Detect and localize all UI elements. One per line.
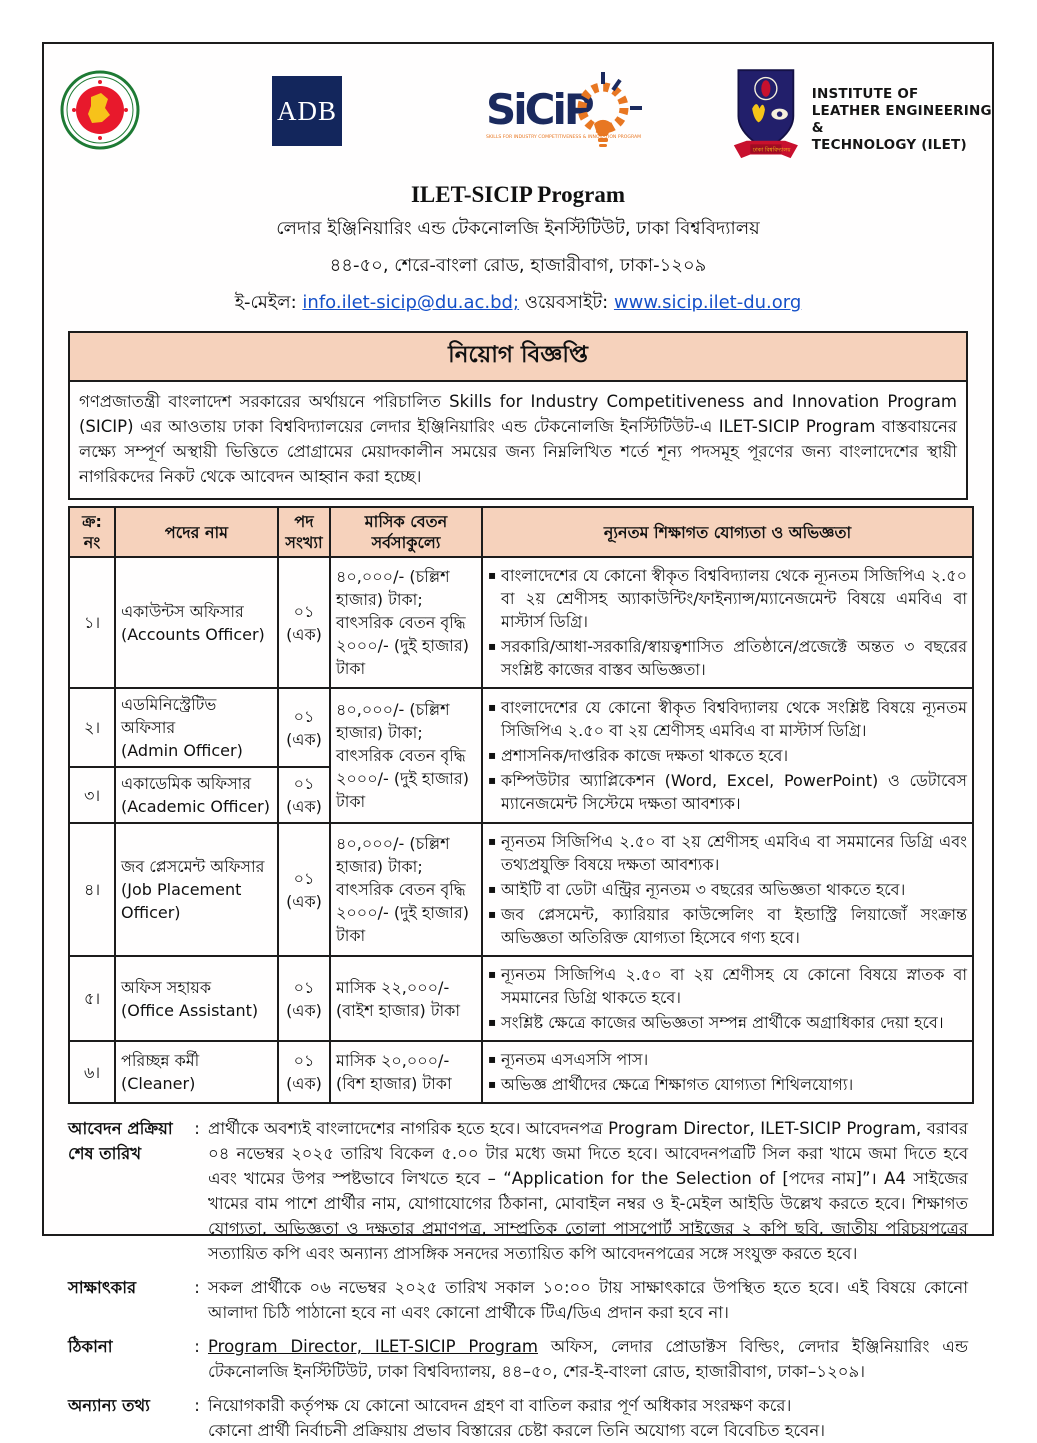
row-serial: ২। [69, 688, 115, 767]
section-body: সকল প্রার্থীকে ০৬ নভেম্বর ২০২৫ তারিখ সকাল ১০:০০ টায় সাক্ষাৎকারে উপস্থিত হতে হবে। এই বিষয়ে কোনো আলাদা চিঠি পাঠানো হবে না এবং কোনো প্রার্থীকে টিএ/ডিএ প্রদান করা হবে না। [208, 1278, 968, 1322]
colon-separator: : [194, 1396, 200, 1415]
email-link[interactable]: info.ilet-sicip@du.ac.bd; [302, 292, 520, 313]
section-other-info [68, 1393, 968, 1443]
post-count-cell: ০১ (এক) [278, 1041, 330, 1103]
post-name-bn: জব প্লেসমেন্ট অফিসার [121, 857, 265, 876]
col-header-qualification: ন্যূনতম শিক্ষাগত যোগ্যতা ও অভিজ্ঞতা [482, 507, 973, 557]
qualifications-cell [482, 956, 973, 1041]
sicip-logo-caption: SKILLS FOR INDUSTRY COMPETITIVENESS & INNOVATION PROGRAM [486, 135, 642, 140]
section-label [68, 1116, 186, 1266]
ilet-logo [732, 62, 992, 170]
section-body: প্রার্থীকে অবশ্যই বাংলাদেশের নাগরিক হতে হবে। আবেদনপত্র Program Director, ILET-SICIP Program, বরাবর ০৪ নভেম্বর ২০২৫ তারিখ বিকেল ৫.০০ টার মধ্যে জমা দিতে হবে। আবেদনপত্রটি সিল করা খামে জমা দিতে হবে এবং খামের উপর স্পষ্টভাবে লিখতে হবে – “Application for the Selection of [পদের নাম]”। A4 সাইজের খামের বাম পাশে প্রার্থীর নাম, যোগাযোগের ঠিকানা, মোবাইল নম্বর ও ই-মেইল আইডি উল্লেখ করতে হবে। শিক্ষাগত যোগ্যতা, অভিজ্ঞতা ও দক্ষতার প্রমাণপত্র, সাম্প্রতিক তোলা পাসপোর্ট সাইজের ২ কপি ছবি, জাতীয় পরিচয়পত্রের সত্যায়িত কপি এবং অন্যান্য প্রাসঙ্গিক সনদের সত্যায়িত কপি আবেদনপত্রের সঙ্গে সংযুক্ত করতে হবে। [208, 1119, 968, 1263]
qualification-item: ▪ বাংলাদেশের যে কোনো স্বীকৃত বিশ্ববিদ্যালয় থেকে সংশ্লিষ্ট বিষয়ে ন্যূনতম সিজিপিএ ২.৫০ বা ২য় শ্রেণীসহ এমবিএ বা মাস্টার্স ডিগ্রি। [488, 696, 967, 742]
salary-cell: ৪০,০০০/- (চল্লিশ হাজার) টাকা; বাৎসরিক বেতন বৃদ্ধি ২০০০/- (দুই হাজার) টাকা [330, 557, 482, 688]
institute-name-line: লেদার ইঞ্জিনিয়ারিং এন্ড টেকনোলজি ইনস্টিটিউট, ঢাকা বিশ্ববিদ্যালয় [276, 218, 760, 239]
colon-separator: : [194, 1278, 200, 1297]
post-count-cell: ০১ (এক) [278, 688, 330, 767]
jobs-table [68, 506, 974, 1104]
post-name-bn: একাডেমিক অফিসার [121, 774, 252, 793]
website-link[interactable]: www.sicip.ilet-du.org [613, 292, 802, 313]
post-count-cell: ০১ (এক) [278, 767, 330, 823]
row-serial: ৪। [69, 823, 115, 956]
col-header-salary: মাসিক বেতন সর্বসাকুল্যে [330, 507, 482, 557]
section-body [208, 1334, 968, 1384]
ilet-text-line2: LEATHER ENGINEERING & [811, 103, 992, 136]
col-header-post-name: পদের নাম [115, 507, 278, 557]
post-name-cell [115, 688, 278, 767]
qualification-item: ▪ কম্পিউটার অ্যাপ্লিকেশন (Word, Excel, PowerPoint) ও ডেটাবেস ম্যানেজমেন্ট সিস্টেমে দক্ষতা আবশ্যক। [488, 769, 967, 815]
post-name-en: (Job Placement Officer) [121, 880, 242, 922]
section-label-line1: আবেদন প্রক্রিয়া [68, 1119, 173, 1138]
qualification-item: ▪ সংশ্লিষ্ট ক্ষেত্রে কাজের অভিজ্ঞতা সম্পন্ন প্রার্থীকে অগ্রাধিকার দেয়া হবে। [488, 1011, 967, 1034]
qualification-item: ▪ আইটি বা ডেটা এন্ট্রির ন্যূনতম ৩ বছরের অভিজ্ঞতা থাকতে হবে। [488, 878, 967, 901]
post-name-cell [115, 956, 278, 1041]
salary-cell-merged: ৪০,০০০/- (চল্লিশ হাজার) টাকা; বাৎসরিক বেতন বৃদ্ধি ২০০০/- (দুই হাজার) টাকা [330, 688, 482, 823]
table-row [69, 688, 973, 767]
govt-seal-icon [60, 70, 140, 150]
post-name-bn: অফিস সহায়ক [121, 977, 212, 997]
address-line: ৪৪-৫০, শেরে-বাংলা রোড, হাজারীবাগ, ঢাকা-১২০৯ [329, 255, 707, 276]
svg-text:ঢাকা বিশ্ববিদ্যালয়: ঢাকা বিশ্ববিদ্যালয় [753, 147, 791, 154]
website-label: ওয়েবসাইট: [519, 292, 614, 313]
qualifications-cell [482, 823, 973, 956]
salary-cell: মাসিক ২২,০০০/- (বাইশ হাজার) টাকা [330, 956, 482, 1041]
adb-logo-text: ADB [276, 95, 337, 126]
section-address [68, 1334, 968, 1384]
section-interview [68, 1275, 968, 1325]
row-serial: ১। [69, 557, 115, 688]
qualification-item: ▪ জব প্লেসমেন্ট, ক্যারিয়ার কাউন্সেলিং বা ইন্ডাস্ট্রি লিয়াজোঁ সংক্রান্ত অভিজ্ঞতা অতিরিক্ত যোগ্যতা হিসেবে গণ্য হবে। [488, 903, 967, 949]
post-name-en: (Accounts Officer) [121, 624, 265, 644]
section-label: অন্যান্য তথ্য [68, 1396, 150, 1415]
logo-row [44, 58, 992, 180]
qualification-item: ▪ বাংলাদেশের যে কোনো স্বীকৃত বিশ্ববিদ্যালয় থেকে ন্যূনতম সিজিপিএ ২.৫০ বা ২য় শ্রেণীসহ অ্যাকাউন্টিং/ফাইন্যান্স/ম্যানেজমেন্ট বিষয়ে এমবিএ বা মাস্টার্স ডিগ্রি। [488, 564, 967, 633]
post-count-cell: ০১ (এক) [278, 557, 330, 688]
qualifications-cell [482, 1041, 973, 1103]
post-name-cell [115, 1041, 278, 1103]
qualification-item: ▪ প্রশাসনিক/দাপ্তরিক কাজে দক্ষতা থাকতে হবে। [488, 744, 967, 767]
notice-box [68, 331, 968, 500]
row-serial: ৬। [69, 1041, 115, 1103]
table-row [69, 823, 973, 956]
post-name-en: (Office Assistant) [121, 1000, 259, 1020]
post-name-bn: একাউন্টস অফিসার [121, 601, 244, 621]
address-program-director: Program Director, ILET-SICIP Program [208, 1337, 538, 1356]
post-name-cell [115, 767, 278, 823]
other-info-line2: কোনো প্রার্থী নির্বাচনী প্রক্রিয়ায় প্রভাব বিস্তারের চেষ্টা করলে তিনি অযোগ্য বলে বিবেচিত হবেন। [208, 1421, 826, 1440]
post-name-bn: পরিচ্ছন্ন কর্মী [121, 1051, 200, 1070]
post-name-cell [115, 557, 278, 688]
address-rest: অফিস, লেদার প্রোডাক্টস বিল্ডিং, লেদার ইঞ্জিনিয়ারিং এন্ড টেকনোলজি ইনস্টিটিউট, ঢাকা বিশ্ববিদ্যালয়, ৪৪–৫০, শের-ই-বাংলা রোড, হাজারীবাগ, ঢাকা–১২০৯। [208, 1337, 968, 1381]
ilet-text-line3: TECHNOLOGY (ILET) [811, 137, 967, 153]
section-label: ঠিকানা [68, 1337, 113, 1356]
qualification-item: ▪ সরকারি/আধা-সরকারি/স্বায়ত্বশাসিত প্রতিষ্ঠানে/প্রজেক্টে অন্তত ৩ বছরের সংশ্লিষ্ট কাজের বাস্তব অভিজ্ঞতা। [488, 635, 967, 681]
page-title: ILET-SICIP Program [410, 182, 626, 207]
email-label: ই-মেইল: [234, 292, 303, 313]
section-label: সাক্ষাৎকার [68, 1278, 137, 1297]
qualification-item: ▪ অভিজ্ঞ প্রার্থীদের ক্ষেত্রে শিক্ষাগত যোগ্যতা শিথিলযোগ্য। [488, 1073, 967, 1096]
colon-separator: : [194, 1119, 200, 1138]
post-name-bn: এডমিনিস্ট্রেটিভ অফিসার [121, 695, 217, 737]
sicip-logo [482, 62, 652, 170]
du-shield-icon [732, 62, 800, 170]
post-name-en: (Cleaner) [121, 1074, 196, 1093]
qualification-item: ▪ ন্যূনতম সিজিপিএ ২.৫০ বা ২য় শ্রেণীসহ এমবিএ বা সমমানের ডিগ্রি এবং তথ্যপ্রযুক্তি বিষয়ে দক্ষতা আবশ্যক। [488, 830, 967, 876]
notice-heading: নিয়োগ বিজ্ঞপ্তি [70, 333, 966, 382]
qualification-item: ▪ ন্যূনতম এসএসসি পাস। [488, 1048, 967, 1071]
section-application-process [68, 1116, 968, 1266]
salary-cell: ৪০,০০০/- (চল্লিশ হাজার) টাকা; বাৎসরিক বেতন বৃদ্ধি ২০০০/- (দুই হাজার) টাকা [330, 823, 482, 956]
contact-line [44, 288, 992, 319]
col-header-serial: ক্র: নং [69, 507, 115, 557]
row-serial: ৫। [69, 956, 115, 1041]
colon-separator: : [194, 1337, 200, 1356]
qualifications-cell-merged [482, 688, 973, 823]
post-name-en: (Admin Officer) [121, 741, 243, 760]
post-count-cell: ০১ (এক) [278, 823, 330, 956]
post-name-en: (Academic Officer) [121, 797, 270, 816]
salary-cell: মাসিক ২০,০০০/- (বিশ হাজার) টাকা [330, 1041, 482, 1103]
qualification-item: ▪ ন্যূনতম সিজিপিএ ২.৫০ বা ২য় শ্রেণীসহ যে কোনো বিষয়ে স্নাতক বা সমমানের ডিগ্রি থাকতে হবে। [488, 963, 967, 1009]
qualifications-cell [482, 557, 973, 688]
col-header-post-count: পদ সংখ্যা [278, 507, 330, 557]
row-serial: ৩। [69, 767, 115, 823]
table-row [69, 557, 973, 688]
section-body [208, 1393, 968, 1443]
sicip-logo-text: SiCiP [486, 85, 592, 134]
other-info-line1: নিয়োগকারী কর্তৃপক্ষ যে কোনো আবেদন গ্রহণ বা বাতিল করার পূর্ণ অধিকার সংরক্ষণ করে। [208, 1396, 792, 1415]
ilet-text-line1: INSTITUTE OF [811, 86, 919, 102]
table-header-row [69, 507, 973, 557]
table-row [69, 956, 973, 1041]
document-page [42, 42, 994, 1440]
section-label-line2: শেষ তারিখ [68, 1144, 142, 1163]
notice-intro: গণপ্রজাতন্ত্রী বাংলাদেশ সরকারের অর্থায়নে পরিচালিত Skills for Industry Competitiveness and Innovation Program (SICIP) এর আওতায় ঢাকা বিশ্ববিদ্যালয়ের লেদার ইঞ্জিনিয়ারিং এন্ড টেকনোলজি ইনস্টিটিউট-এ ILET-SICIP Program বাস্তবায়নের লক্ষ্যে সম্পূর্ণ অস্থায়ী ভিত্তিতে প্রোগ্রামের মেয়াদকালীন সময়ের জন্য নিম্নলিখিত শর্তে শূন্য পদসমূহ পূরণের জন্য বাংলাদেশের স্থায়ী নাগরিকদের নিকট থেকে আবেদন আহ্বান করা হচ্ছে। [79, 392, 957, 486]
post-name-cell [115, 823, 278, 956]
post-count-cell: ০১ (এক) [278, 956, 330, 1041]
adb-logo [272, 76, 342, 146]
ilet-logo-text [812, 86, 992, 154]
table-row [69, 1041, 973, 1103]
